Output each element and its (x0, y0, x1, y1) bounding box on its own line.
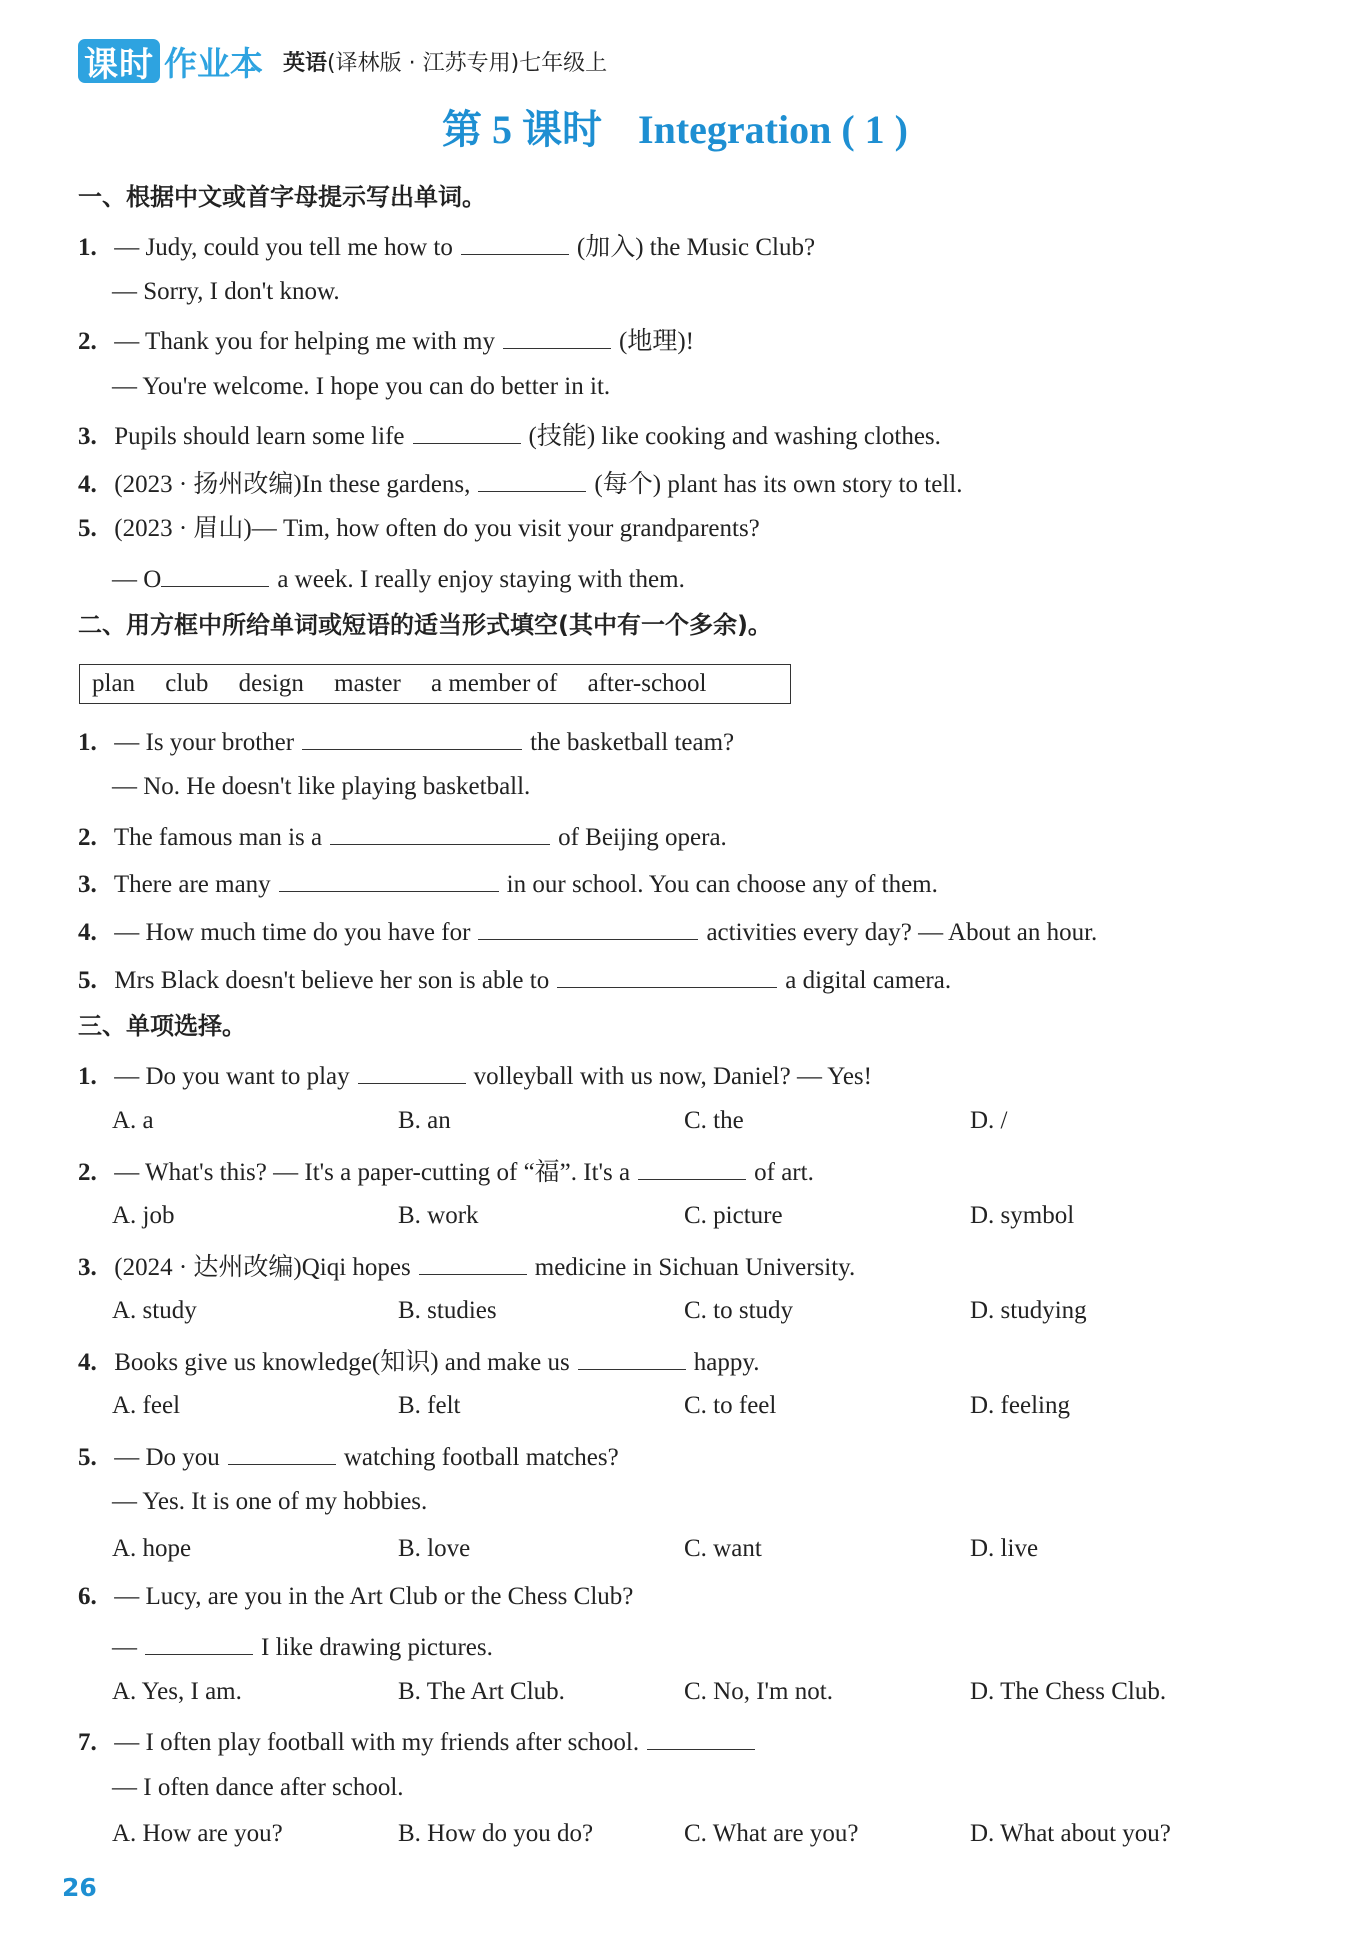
answer-blank[interactable] (330, 818, 550, 845)
word-option: design (238, 670, 304, 697)
question-text: — How much time do you have for (114, 919, 471, 946)
question-line (78, 1153, 814, 1190)
answer-blank[interactable] (478, 913, 698, 940)
question-line (78, 228, 815, 265)
option-b[interactable]: B. How do you do? (398, 1820, 594, 1847)
answer-blank[interactable] (161, 560, 269, 587)
question-text: — Lucy, are you in the Art Club or the Chess Club? (114, 1583, 634, 1610)
question-number: 1. (78, 1063, 97, 1090)
question-line (78, 1438, 619, 1475)
answer-blank[interactable] (647, 1723, 755, 1750)
question-text: medicine in Sichuan University. (534, 1254, 856, 1281)
option-d[interactable]: D. symbol (970, 1202, 1075, 1229)
answer-blank[interactable] (279, 865, 499, 892)
question-number: 5. (78, 515, 97, 542)
question-text: the basketball team? (530, 729, 735, 756)
answer-blank[interactable] (145, 1628, 253, 1655)
question-text: happy. (693, 1349, 760, 1376)
question-text: I like drawing pictures. (261, 1634, 493, 1661)
option-a[interactable]: A. feel (112, 1392, 181, 1419)
option-c[interactable]: C. No, I'm not. (684, 1678, 833, 1705)
option-b[interactable]: B. love (398, 1535, 471, 1562)
answer-blank[interactable] (302, 723, 522, 750)
question-text: Books give us knowledge(知识) and make us (114, 1349, 570, 1376)
option-d[interactable]: D. / (970, 1107, 1008, 1134)
question-text: — Judy, could you tell me how to (114, 234, 453, 261)
section-heading: 三、单项选择。 (78, 1012, 246, 1040)
answer-line: — Yes. It is one of my hobbies. (112, 1488, 428, 1515)
answer-line (112, 1628, 493, 1665)
lesson-title-cn: 第 5 课时 (442, 107, 603, 152)
answer-blank[interactable] (578, 1343, 686, 1370)
question-number: 4. (78, 919, 97, 946)
question-number: 2. (78, 824, 97, 851)
option-b[interactable]: B. work (398, 1202, 479, 1229)
option-c[interactable]: C. the (684, 1107, 744, 1134)
option-d[interactable]: D. The Chess Club. (970, 1678, 1167, 1705)
word-option: plan (92, 670, 136, 697)
question-text: — Thank you for helping me with my (114, 328, 495, 355)
question-text: volleyball with us now, Daniel? — Yes! (473, 1063, 872, 1090)
question-number: 1. (78, 729, 97, 756)
answer-blank[interactable] (358, 1057, 466, 1084)
question-number: 3. (78, 1254, 97, 1281)
option-a[interactable]: A. study (112, 1297, 197, 1324)
word-option: master (334, 670, 401, 697)
edition-label: (译林版 · 江苏专用)七年级上 (327, 50, 608, 76)
page-header (78, 38, 607, 84)
question-number: 1. (78, 234, 97, 261)
option-a[interactable]: A. Yes, I am. (112, 1678, 242, 1705)
section-heading: 二、用方框中所给单词或短语的适当形式填空(其中有一个多余)。 (78, 611, 772, 639)
option-b[interactable]: B. The Art Club. (398, 1678, 565, 1705)
option-c[interactable]: C. to feel (684, 1392, 777, 1419)
logo: 课时 (78, 39, 160, 83)
word-option: club (165, 670, 209, 697)
lesson-title-en: Integration ( 1 ) (638, 107, 908, 152)
question-text: (2023 · 眉山)— Tim, how often do you visit your grandparents? (114, 515, 760, 542)
question-text: — O (112, 566, 162, 593)
question-line (78, 961, 951, 998)
question-text: — Is your brother (114, 729, 295, 756)
question-text: of art. (754, 1159, 814, 1186)
question-line (78, 512, 760, 546)
answer-line: — No. He doesn't like playing basketball. (112, 773, 531, 800)
question-text: There are many (113, 871, 271, 898)
page-number: 26 (62, 1873, 97, 1902)
question-number: 5. (78, 1444, 97, 1471)
option-b[interactable]: B. studies (398, 1297, 497, 1324)
section-heading: 一、根据中文或首字母提示写出单词。 (78, 183, 486, 211)
question-text: (地理)! (619, 328, 694, 355)
answer-blank[interactable] (478, 465, 586, 492)
question-text: of Beijing opera. (558, 824, 727, 851)
question-line (78, 1057, 872, 1094)
question-text: — I often play football with my friends after school. (114, 1729, 640, 1756)
question-text: a digital camera. (785, 967, 952, 994)
question-number: 4. (78, 1349, 97, 1376)
answer-blank[interactable] (228, 1438, 336, 1465)
question-text: (2023 · 扬州改编)In these gardens, (114, 471, 471, 498)
answer-line: — Sorry, I don't know. (112, 278, 340, 305)
question-line (78, 417, 941, 454)
answer-blank[interactable] (413, 417, 521, 444)
word-box (79, 664, 791, 704)
logo-text: 作业本 (164, 43, 263, 83)
answer-line: — You're welcome. I hope you can do better in it. (112, 373, 611, 400)
answer-blank[interactable] (557, 961, 777, 988)
question-line (78, 322, 694, 359)
question-number: 4. (78, 471, 97, 498)
question-line (78, 1248, 855, 1285)
question-line (78, 818, 727, 855)
option-b[interactable]: B. felt (398, 1392, 461, 1419)
option-a[interactable]: A. a (112, 1107, 154, 1134)
question-text: — Do you want to play (114, 1063, 350, 1090)
question-text: (每个) plant has its own story to tell. (594, 471, 963, 498)
lesson-title (0, 98, 1350, 155)
word-option: after-school (587, 670, 707, 697)
question-number: 7. (78, 1729, 97, 1756)
question-text: (技能) like cooking and washing clothes. (528, 423, 941, 450)
question-text: (2024 · 达州改编)Qiqi hopes (114, 1254, 411, 1281)
option-a[interactable]: A. hope (112, 1535, 192, 1562)
option-d[interactable]: D. What about you? (970, 1820, 1171, 1847)
option-c[interactable]: C. picture (684, 1202, 783, 1229)
answer-blank[interactable] (638, 1153, 746, 1180)
question-number: 6. (78, 1583, 97, 1610)
question-line (78, 1723, 763, 1760)
subject-label: 英语 (283, 50, 328, 76)
option-c[interactable]: C. What are you? (684, 1820, 859, 1847)
answer-line: — I often dance after school. (112, 1774, 404, 1801)
question-text: — (112, 1634, 137, 1661)
question-line (78, 865, 938, 902)
question-text: activities every day? — About an hour. (706, 919, 1098, 946)
option-b[interactable]: B. an (398, 1107, 451, 1134)
option-d[interactable]: D. studying (970, 1297, 1087, 1324)
option-c[interactable]: C. want (684, 1535, 762, 1562)
question-text: (加入) the Music Club? (576, 234, 816, 261)
option-a[interactable]: A. job (112, 1202, 175, 1229)
answer-blank[interactable] (503, 322, 611, 349)
question-line (78, 723, 734, 760)
question-line (78, 465, 962, 502)
answer-blank[interactable] (461, 228, 569, 255)
question-text: watching football matches? (343, 1444, 619, 1471)
question-number: 3. (78, 423, 97, 450)
answer-line (112, 560, 685, 597)
question-text: in our school. You can choose any of them. (506, 871, 938, 898)
question-number: 5. (78, 967, 97, 994)
question-text: a week. I really enjoy staying with them. (277, 566, 685, 593)
option-d[interactable]: D. feeling (970, 1392, 1070, 1419)
question-text: — What's this? — It's a paper-cutting of “福”. It's a (114, 1159, 631, 1186)
question-line (78, 1580, 633, 1614)
question-line (78, 913, 1097, 950)
question-number: 2. (78, 1159, 97, 1186)
question-line (78, 1343, 759, 1380)
option-c[interactable]: C. to study (684, 1297, 794, 1324)
answer-blank[interactable] (419, 1248, 527, 1275)
question-text: Pupils should learn some life (114, 423, 405, 450)
word-option: a member of (431, 670, 558, 697)
question-number: 2. (78, 328, 97, 355)
option-d[interactable]: D. live (970, 1535, 1039, 1562)
option-a[interactable]: A. How are you? (112, 1820, 283, 1847)
question-number: 3. (78, 871, 97, 898)
question-text: The famous man is a (113, 824, 323, 851)
question-text: — Do you (114, 1444, 220, 1471)
question-text: Mrs Black doesn't believe her son is able to (114, 967, 550, 994)
